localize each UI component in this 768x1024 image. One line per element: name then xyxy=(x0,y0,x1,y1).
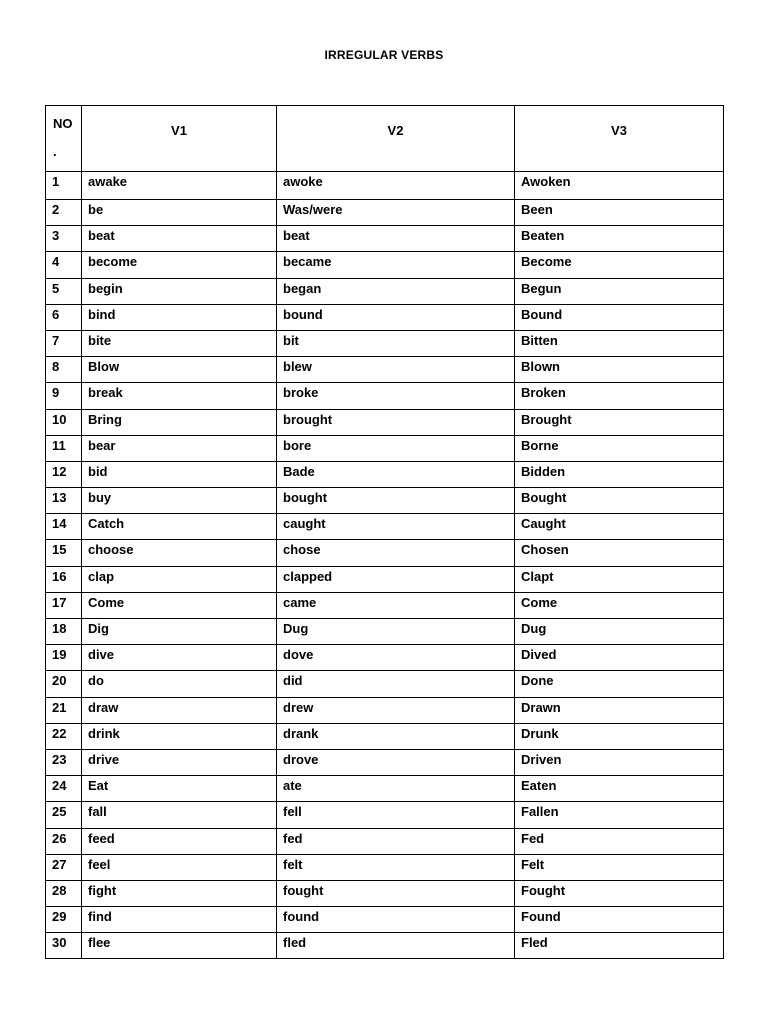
cell-v3: Drawn xyxy=(515,697,724,723)
cell-v3: Bidden xyxy=(515,461,724,487)
cell-v2: drew xyxy=(277,697,515,723)
cell-no: 4 xyxy=(46,252,82,278)
table-row xyxy=(46,749,724,775)
cell-v1: be xyxy=(82,200,277,226)
cell-no: 10 xyxy=(46,409,82,435)
cell-v1: bind xyxy=(82,304,277,330)
cell-v2: Was/were xyxy=(277,200,515,226)
cell-no: 2 xyxy=(46,200,82,226)
cell-no: 29 xyxy=(46,907,82,933)
cell-v1: buy xyxy=(82,488,277,514)
cell-no: 14 xyxy=(46,514,82,540)
cell-v2: bought xyxy=(277,488,515,514)
table-row xyxy=(46,540,724,566)
cell-v3: Blown xyxy=(515,357,724,383)
cell-v1: flee xyxy=(82,933,277,959)
cell-v3: Bought xyxy=(515,488,724,514)
cell-v2: fed xyxy=(277,828,515,854)
cell-v2: chose xyxy=(277,540,515,566)
cell-no: 23 xyxy=(46,749,82,775)
cell-v3: Become xyxy=(515,252,724,278)
cell-v3: Bound xyxy=(515,304,724,330)
cell-v2: fled xyxy=(277,933,515,959)
cell-no: 18 xyxy=(46,619,82,645)
cell-no: 5 xyxy=(46,278,82,304)
cell-v2: clapped xyxy=(277,566,515,592)
cell-v3: Drunk xyxy=(515,723,724,749)
table-row xyxy=(46,933,724,959)
table-row xyxy=(46,854,724,880)
cell-v2: fell xyxy=(277,802,515,828)
column-header-v1: V1 xyxy=(82,106,277,172)
cell-v2: beat xyxy=(277,226,515,252)
cell-no: 6 xyxy=(46,304,82,330)
cell-v3: Brought xyxy=(515,409,724,435)
cell-v3: Fallen xyxy=(515,802,724,828)
cell-no: 17 xyxy=(46,592,82,618)
cell-v3: Found xyxy=(515,907,724,933)
cell-no: 16 xyxy=(46,566,82,592)
cell-v3: Fed xyxy=(515,828,724,854)
table-header xyxy=(46,106,724,172)
cell-v1: Catch xyxy=(82,514,277,540)
table-row xyxy=(46,304,724,330)
cell-v3: Fled xyxy=(515,933,724,959)
table-row xyxy=(46,252,724,278)
cell-v1: drive xyxy=(82,749,277,775)
cell-v1: dive xyxy=(82,645,277,671)
cell-v2: dove xyxy=(277,645,515,671)
table-row xyxy=(46,488,724,514)
cell-v2: bound xyxy=(277,304,515,330)
cell-no: 19 xyxy=(46,645,82,671)
table-row xyxy=(46,645,724,671)
cell-v2: drank xyxy=(277,723,515,749)
cell-v1: fight xyxy=(82,880,277,906)
cell-no: 1 xyxy=(46,172,82,200)
header-row xyxy=(46,106,724,172)
cell-no: 12 xyxy=(46,461,82,487)
cell-v3: Come xyxy=(515,592,724,618)
table-row xyxy=(46,357,724,383)
cell-no: 15 xyxy=(46,540,82,566)
table-row xyxy=(46,592,724,618)
cell-v1: drink xyxy=(82,723,277,749)
cell-v1: beat xyxy=(82,226,277,252)
cell-no: 3 xyxy=(46,226,82,252)
cell-v1: Blow xyxy=(82,357,277,383)
cell-no: 30 xyxy=(46,933,82,959)
cell-no: 7 xyxy=(46,330,82,356)
table-row xyxy=(46,461,724,487)
table-row xyxy=(46,671,724,697)
cell-v1: Come xyxy=(82,592,277,618)
cell-v2: Bade xyxy=(277,461,515,487)
cell-v2: did xyxy=(277,671,515,697)
cell-v2: felt xyxy=(277,854,515,880)
table-row xyxy=(46,514,724,540)
cell-v2: broke xyxy=(277,383,515,409)
irregular-verbs-table xyxy=(45,105,724,959)
cell-no: 26 xyxy=(46,828,82,854)
cell-v1: awake xyxy=(82,172,277,200)
cell-v2: brought xyxy=(277,409,515,435)
cell-no: 22 xyxy=(46,723,82,749)
table-row xyxy=(46,776,724,802)
cell-no: 13 xyxy=(46,488,82,514)
cell-v2: bore xyxy=(277,435,515,461)
table-row xyxy=(46,723,724,749)
cell-v3: Awoken xyxy=(515,172,724,200)
cell-v1: Dig xyxy=(82,619,277,645)
table-row xyxy=(46,172,724,200)
cell-v3: Dived xyxy=(515,645,724,671)
cell-v3: Driven xyxy=(515,749,724,775)
cell-v3: Bitten xyxy=(515,330,724,356)
cell-v3: Fought xyxy=(515,880,724,906)
cell-v2: Dug xyxy=(277,619,515,645)
table-row xyxy=(46,278,724,304)
cell-v1: bear xyxy=(82,435,277,461)
cell-v1: feed xyxy=(82,828,277,854)
cell-v3: Dug xyxy=(515,619,724,645)
cell-v2: blew xyxy=(277,357,515,383)
cell-v3: Chosen xyxy=(515,540,724,566)
table-row xyxy=(46,330,724,356)
cell-v1: bite xyxy=(82,330,277,356)
cell-v1: bid xyxy=(82,461,277,487)
cell-v2: found xyxy=(277,907,515,933)
table-body xyxy=(46,172,724,959)
cell-no: 24 xyxy=(46,776,82,802)
cell-v3: Clapt xyxy=(515,566,724,592)
cell-v3: Broken xyxy=(515,383,724,409)
cell-v1: break xyxy=(82,383,277,409)
cell-v3: Felt xyxy=(515,854,724,880)
cell-v2: came xyxy=(277,592,515,618)
cell-v1: clap xyxy=(82,566,277,592)
cell-v1: become xyxy=(82,252,277,278)
cell-v1: find xyxy=(82,907,277,933)
cell-no: 21 xyxy=(46,697,82,723)
table-row xyxy=(46,566,724,592)
table-row xyxy=(46,907,724,933)
cell-no: 8 xyxy=(46,357,82,383)
table-row xyxy=(46,383,724,409)
cell-v3: Begun xyxy=(515,278,724,304)
cell-v1: do xyxy=(82,671,277,697)
table-row xyxy=(46,619,724,645)
cell-no: 27 xyxy=(46,854,82,880)
table-row xyxy=(46,880,724,906)
cell-no: 11 xyxy=(46,435,82,461)
cell-v2: bit xyxy=(277,330,515,356)
column-header-no: NO . xyxy=(46,106,82,172)
cell-v2: began xyxy=(277,278,515,304)
document-title: IRREGULAR VERBS xyxy=(324,48,444,62)
cell-v3: Caught xyxy=(515,514,724,540)
cell-v2: fought xyxy=(277,880,515,906)
cell-v2: awoke xyxy=(277,172,515,200)
column-header-v3: V3 xyxy=(515,106,724,172)
cell-v2: caught xyxy=(277,514,515,540)
cell-v3: Beaten xyxy=(515,226,724,252)
cell-v2: ate xyxy=(277,776,515,802)
table-row xyxy=(46,409,724,435)
cell-no: 9 xyxy=(46,383,82,409)
cell-v3: Been xyxy=(515,200,724,226)
table-row xyxy=(46,226,724,252)
cell-v1: choose xyxy=(82,540,277,566)
cell-v3: Done xyxy=(515,671,724,697)
cell-no: 28 xyxy=(46,880,82,906)
cell-v1: begin xyxy=(82,278,277,304)
column-header-v2: V2 xyxy=(277,106,515,172)
cell-no: 20 xyxy=(46,671,82,697)
cell-v2: became xyxy=(277,252,515,278)
table-row xyxy=(46,697,724,723)
cell-v3: Borne xyxy=(515,435,724,461)
cell-v2: drove xyxy=(277,749,515,775)
table-row xyxy=(46,802,724,828)
cell-v1: Bring xyxy=(82,409,277,435)
cell-v3: Eaten xyxy=(515,776,724,802)
cell-no: 25 xyxy=(46,802,82,828)
cell-v1: draw xyxy=(82,697,277,723)
table-row xyxy=(46,828,724,854)
table-row xyxy=(46,435,724,461)
table-row xyxy=(46,200,724,226)
cell-v1: Eat xyxy=(82,776,277,802)
cell-v1: fall xyxy=(82,802,277,828)
cell-v1: feel xyxy=(82,854,277,880)
